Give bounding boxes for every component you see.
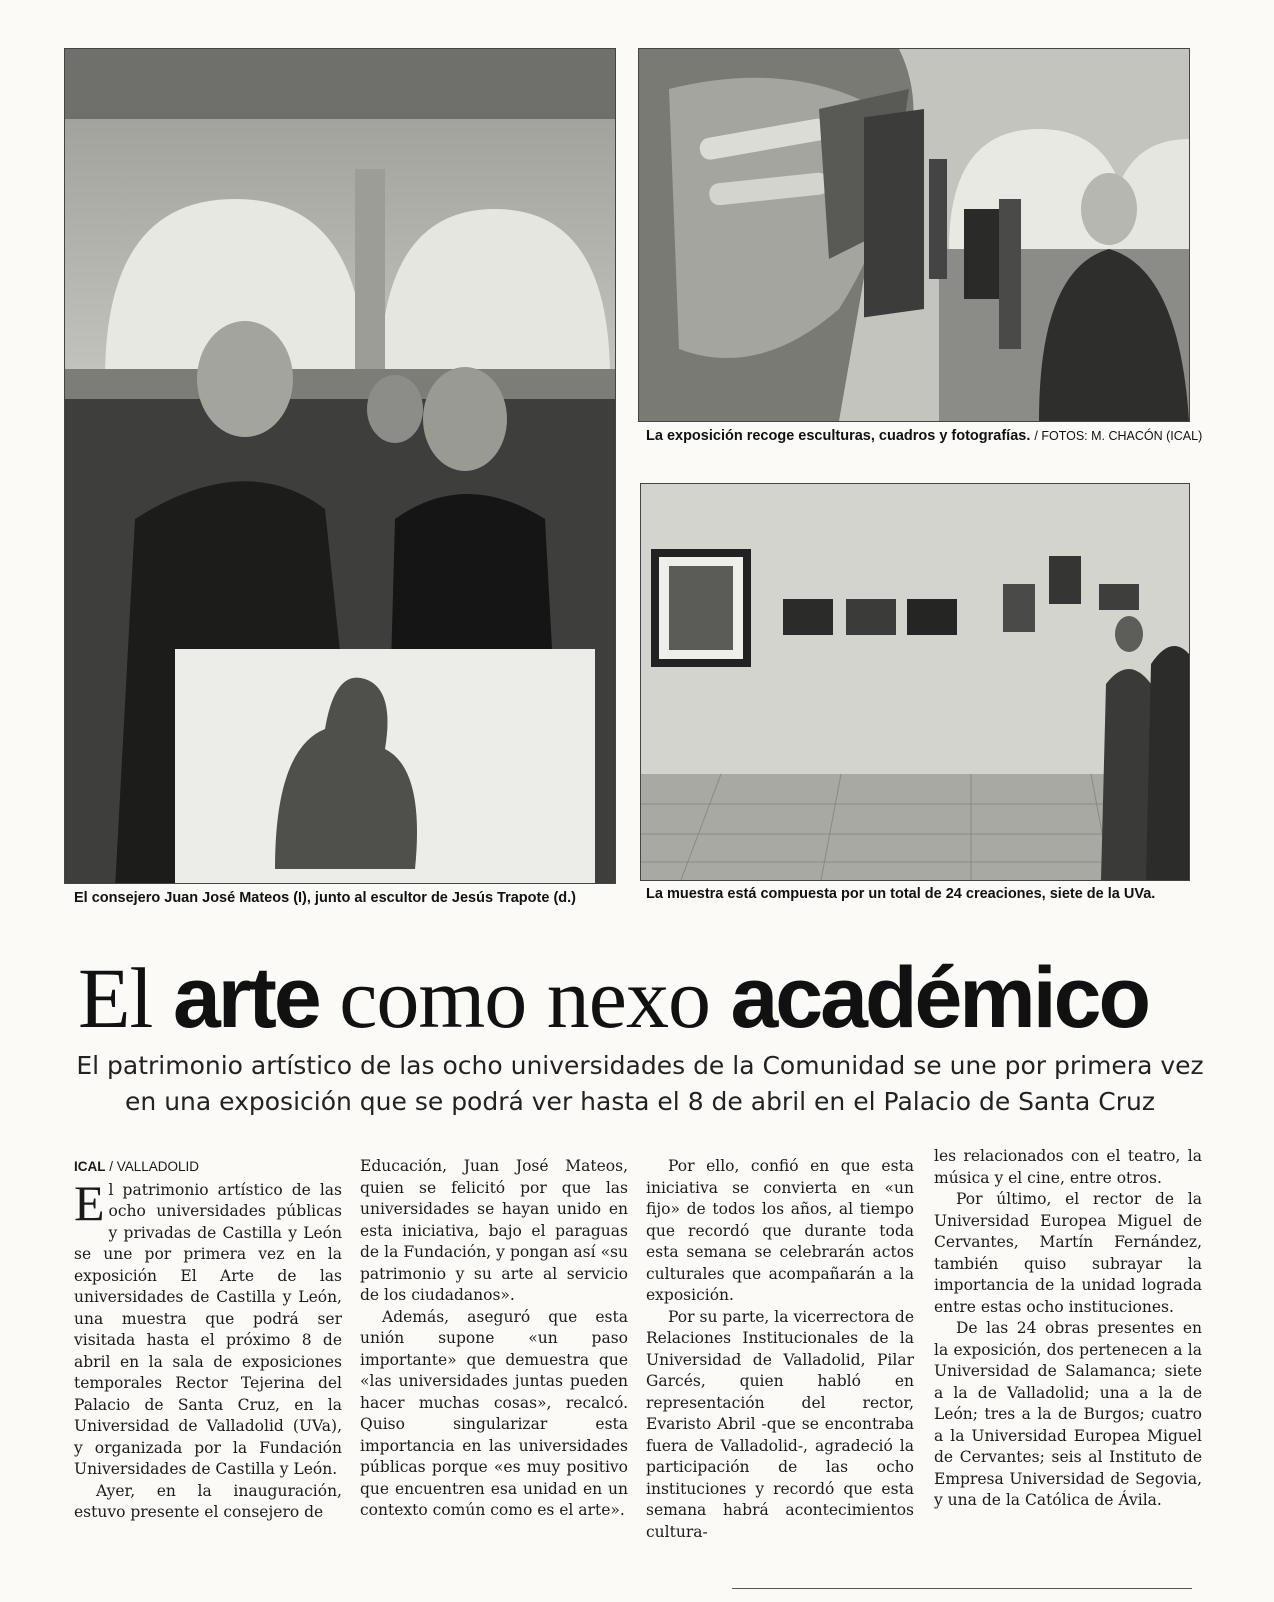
top-right-caption-text: La exposición recoge esculturas, cuadros y fotografías. <box>646 428 1031 444</box>
headline <box>78 950 1208 1046</box>
photo-credit: / FOTOS: M. CHACÓN (ICAL) <box>1034 429 1203 443</box>
main-photo <box>64 48 616 884</box>
article-column-4 <box>934 1146 1202 1512</box>
article-paragraph: De las 24 obras presentes en la exposición, dos pertenecen a la Universidad de Salamanca; siete a la de Valladolid; una a la de León; tres a la de Burgos; cuatro a la Universidad Europea Miguel de Cervantes; seis al Instituto de Empresa Universidad de Segovia, y una de la Católica de Ávila. <box>934 1319 1202 1509</box>
article-paragraph: Ayer, en la inauguración, estuvo presente el consejero de <box>74 1481 342 1521</box>
article-paragraph: Además, aseguró que esta unión supone «un paso importante» que demuestra que «las universidades juntas pueden hacer muchas cosas», recalcó. Quiso singularizar esta importancia en las universidades públicas porque «es muy positivo que encuentren esa unidad en un contexto común como es el arte». <box>360 1307 628 1519</box>
headline-part-3: como nexo <box>318 950 731 1046</box>
article-paragraph: Por ello, confió en que esta iniciativa se convierta en «un fijo» de todos los años, al tiempo que recordó que durante toda esta semana se celebrarán actos culturales que acompañarán a la exposición. <box>646 1157 914 1304</box>
article-paragraph <box>74 1174 342 1481</box>
location: / VALLADOLID <box>105 1159 200 1174</box>
article-paragraph: Por último, el rector de la Universidad Europea Miguel de Cervantes, Martín Fernández, también quiso subrayar la importancia de la unidad lograda entre estas ocho instituciones. <box>934 1190 1202 1316</box>
bottom-rule <box>732 1588 1192 1589</box>
article-column-3 <box>646 1156 914 1543</box>
agency: ICAL <box>74 1159 106 1174</box>
top-right-photo <box>638 48 1190 422</box>
bottom-right-photo <box>640 483 1190 881</box>
dropcap: E <box>74 1174 105 1231</box>
bottom-right-caption: La muestra está compuesta por un total de 24 creaciones, siete de la UVa. <box>646 886 1156 902</box>
headline-part-4: académico <box>730 950 1149 1046</box>
article-paragraph: les relacionados con el teatro, la música y el cine, entre otros. <box>934 1147 1202 1187</box>
paragraph-text: l patrimonio artístico de las ocho universidades públicas y privadas de Castilla y León se une por primera vez en la exposición El Arte de las universidades de Castilla y León, una muestra que podrá ser visitada hasta el próximo 8 de abril en la sala de exposiciones temporales Rector Tejerina del Palacio de Santa Cruz, en la Universidad de Valladolid (UVa), y organizada por la Fundación Universidades de Castilla y León. <box>74 1180 342 1478</box>
article-column-2 <box>360 1156 628 1522</box>
top-right-caption <box>646 428 1202 444</box>
article-paragraph: Educación, Juan José Mateos, quien se felicitó por que las universidades se hayan unido en esta iniciativa, bajo el paraguas de la Fundación, y pongan así «su patrimonio y su arte al servicio de los ciudadanos». <box>360 1157 628 1304</box>
subheadline: El patrimonio artístico de las ocho universidades de la Comunidad se une por primera vez en una exposición que se podrá ver hasta el 8 de abril en el Palacio de Santa Cruz <box>76 1051 1204 1116</box>
dateline <box>74 1156 342 1178</box>
headline-part-1: El <box>78 950 173 1046</box>
headline-part-2: arte <box>172 950 319 1046</box>
article-column-1 <box>74 1156 342 1524</box>
article-paragraph: Por su parte, la vicerrectora de Relaciones Institucionales de la Universidad de Valladolid, Pilar Garcés, quien habló en representación del rector, Evaristo Abril -que se encontraba fuera de Valladolid-, agradeció la participación de las ocho instituciones y recordó que esta semana habrá acontecimientos cultura- <box>646 1307 914 1541</box>
main-photo-caption: El consejero Juan José Mateos (I), junto al escultor de Jesús Trapote (d.) <box>74 890 576 906</box>
